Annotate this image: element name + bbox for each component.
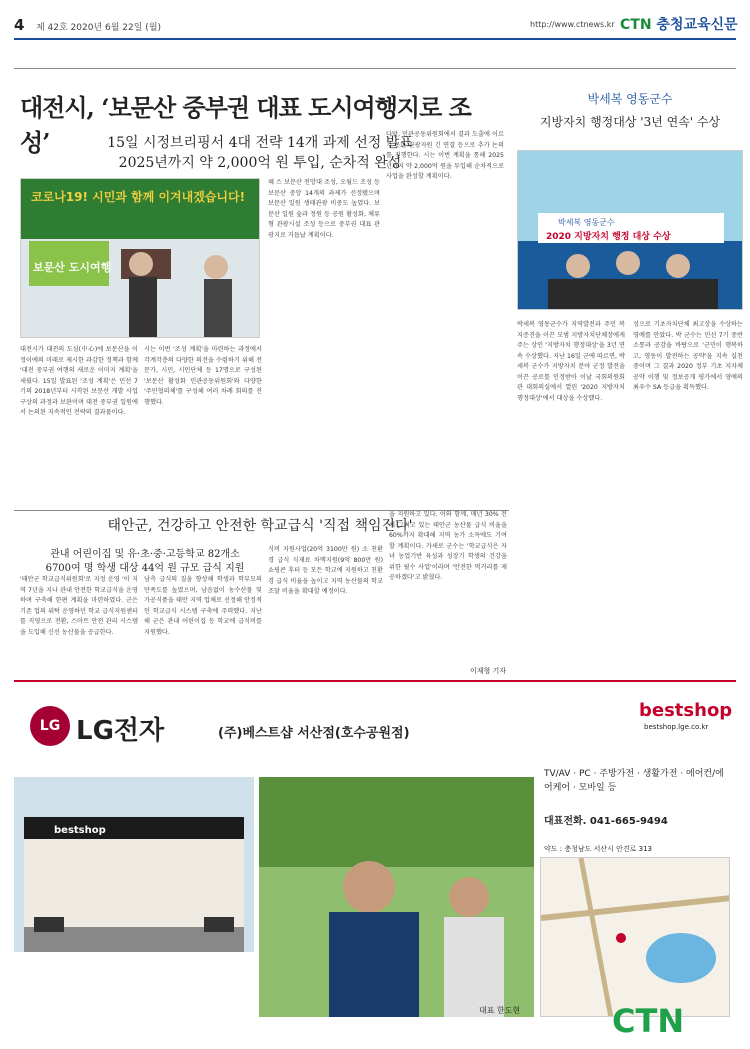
article1-col1: 대전시가 대전의 도심(中心)에 보문산을 이정이에의 미래로 제시한 과감한 정책과 함께 '대전 중부권 여행의 새로운 이미지 계획'을 세웠다. 15일 발표된 '조성 계획'은 민선 7기의 2018년부터 시작된 보문산 개발 사업 구상의 과정과 보완이며 대전 중부권 일원에서 논의된 지속적인 전략의 결과물이다. <box>20 346 138 416</box>
article1-col3: 혜 스 보문산 전망대 조성, 오월드 조성 등 보문산 중앙 14개의 과제가 선정됐으며 보문산 일원 생태관광 비중도 높였다. 보문산 일원 숲과 정원 등 공원 활성화, 체류형 관광시설 조성 등으로 중부권 대표 관광지로 거듭날 계획이다. <box>268 179 380 239</box>
bestshop-logo: bestshop <box>639 700 733 721</box>
bestshop-url[interactable]: bestshop.lge.co.kr <box>644 723 709 731</box>
photo-sign-award: 2020 지방자치 행정 대상 수상 <box>546 232 671 242</box>
store-sign: bestshop <box>54 825 106 836</box>
ad-address: 약도 : 충청남도 서산시 안견로 313 <box>544 845 652 853</box>
article3-col1: '태안군 학교급식위원회'로 지정 운영 '이 지역 7년을 지나 관내 안전한 학교급식을 운영하며 구축해 한편 계획을 마련하였다. 군은 기존 업의 위탁 운영하던 학교 급식지원센터를 직영으로 전환, 스마트 안전 관리 시스템을 도입해 신선 농산물을 공급한다. <box>20 576 138 636</box>
article2-col1: 박세복 영동군수가 지역발전과 주민 복지증진을 이끈 모범 지방자치단체장에게 주는 상인 '지방자치 행정대상'을 3년 연속 수상했다. 지난 16일 군에 따르면, 박세복 군수가 지방자치 분야 군정 발전을 이끈 공로를 인정받아 이날 국회의원회관 대회의실에서 열린 '2020 지방자치 행정대상'에서 대상을 수상했다. <box>517 321 625 402</box>
article2-kicker: 박세복 영동군수 <box>587 92 673 106</box>
article3-col3: 식비 지원사업(20억 3100만 원) 소 친환경 급식 식재료 차액지원(9억 800만 원) 쇼핑콘 후터 등 모든 학교에 지원하고 친환경 급식 비율을 높이고 지역 농산물의 학교 조달 비율을 확대할 예정이다. <box>268 546 383 595</box>
site-url[interactable]: http://www.ctnews.kr <box>530 20 615 29</box>
lg-advertisement <box>14 680 736 1020</box>
newspaper-logo: CTN 충청교육신문 <box>620 17 738 33</box>
article1-title: 대전시, ‘보문산 중부권 대표 도시여행지로 조성’ <box>20 93 471 157</box>
footer-logo: CTN <box>612 1002 685 1040</box>
photo-sign: 보문산 도시여행 <box>33 261 112 274</box>
article3-col4: 을 지원하고 있다. 이와 함께, 매년 30% 전체 그리고 있는 태안군 농산물 급식 비율을 60%까지 확대해 지역 농가 소득에도 기여할 계획이다. 가세로 군수는 '학교급식은 자녀 농업기반 육성과 성장기 학생의 건강을 위한 필수 사업'이라며 '안전한 먹거리를 제공하겠다'고 밝혔다. <box>389 511 507 581</box>
article3-subtitle-2: 6700여 명 학생 대상 44억 원 규모 급식 지원 <box>45 563 245 574</box>
article2-photo <box>517 150 743 310</box>
lg-logo-icon: LG <box>30 706 70 746</box>
ceo-photo <box>259 777 534 1017</box>
article3-byline: 이재형 기자 <box>470 667 507 675</box>
article3-title: 태안군, 건강하고 안전한 학교급식 '직접 책임진다' <box>107 518 413 534</box>
header-divider <box>14 38 736 40</box>
article1-subtitle-2: 2025년까지 약 2,000억 원 투입, 순차적 완성 <box>118 155 402 171</box>
section-divider <box>14 68 736 69</box>
article1-subtitle-1: 15일 시정브리핑서 4대 전략 14개 과제 선정 발표 <box>107 135 413 151</box>
article1-col4: 다만, 민관공동위원회에서 결과 도출에 이르기 못한 관광자원 긴 연결 등으로 추가 논의를 진행한다. 시는 이번 계획을 통해 2025년까지 약 2,000억 원을 투입해 순차적으로 사업을 완성할 계획이다. <box>386 131 504 180</box>
page-header <box>0 0 750 40</box>
photo-banner: 코로나19! 시민과 함께 이겨내겠습니다! <box>31 190 246 204</box>
article3-col2: 남측 급식의 질을 향상해 학생과 학부모의 만족도를 높였으며, 남음없이 농수산물 및 가공식품을 태안 지역 업체로 선정해 안정적인 학교급식 시스템 구축에 주력했다. 지난해 군은 관내 어린이집 등 학교에 급식비를 지원했다. <box>144 576 262 636</box>
article2-col2: 성으로 기초자치단체 최고상을 수상하는 영예를 안았다. 박 군수는 민선 7기 중반 소통과 공감을 바탕으로 '군민이 행복하고, 영동이 발전하는 공약'을 지속 실천 중이며 그 결과 2020 정부 기초 지자체 공약 이행 및 정보공개 평가에서 영예의 최우수 SA 등급을 획득했다. <box>633 321 743 391</box>
ad-phone[interactable]: 대표전화. 041-665-9494 <box>544 816 668 827</box>
issue-date: 제 42호 2020년 6월 22일 (월) <box>36 23 162 33</box>
ad-brand: LG전자 <box>76 716 165 746</box>
ad-shop-name: (주)베스트샵 서산점(호수공원점) <box>218 726 410 741</box>
ad-product-list: TV/AV · PC · 주방가전 · 생활가전 · 에어컨/에어케어 · 모바일 등 <box>544 769 724 793</box>
article1-col2: 시는 이번 '조성 계획'을 마련하는 과정에서 각계각층의 다양한 의견을 수렴하기 위해 전문가, 시민, 시민단체 등 17명으로 구성된 '보문산 활성화 민관공동위원회'와 다양한 '주민협의체'를 구성해 여러 차례 회의를 진행했다. <box>144 346 262 406</box>
ad-map <box>540 857 730 1017</box>
article1-photo <box>20 178 260 338</box>
store-photo <box>14 777 254 952</box>
page-number: 4 <box>14 16 25 34</box>
photo-sign-name: 박세복 영동군수 <box>558 218 615 227</box>
ceo-caption: 대표 한도현 <box>479 1006 521 1015</box>
article2-header <box>517 90 743 140</box>
article2-title: 지방자치 행정대상 '3년 연속' 수상 <box>539 115 721 129</box>
article3-subtitle-1: 관내 어린이집 및 유·초·중·고등학교 82개소 <box>50 549 240 560</box>
